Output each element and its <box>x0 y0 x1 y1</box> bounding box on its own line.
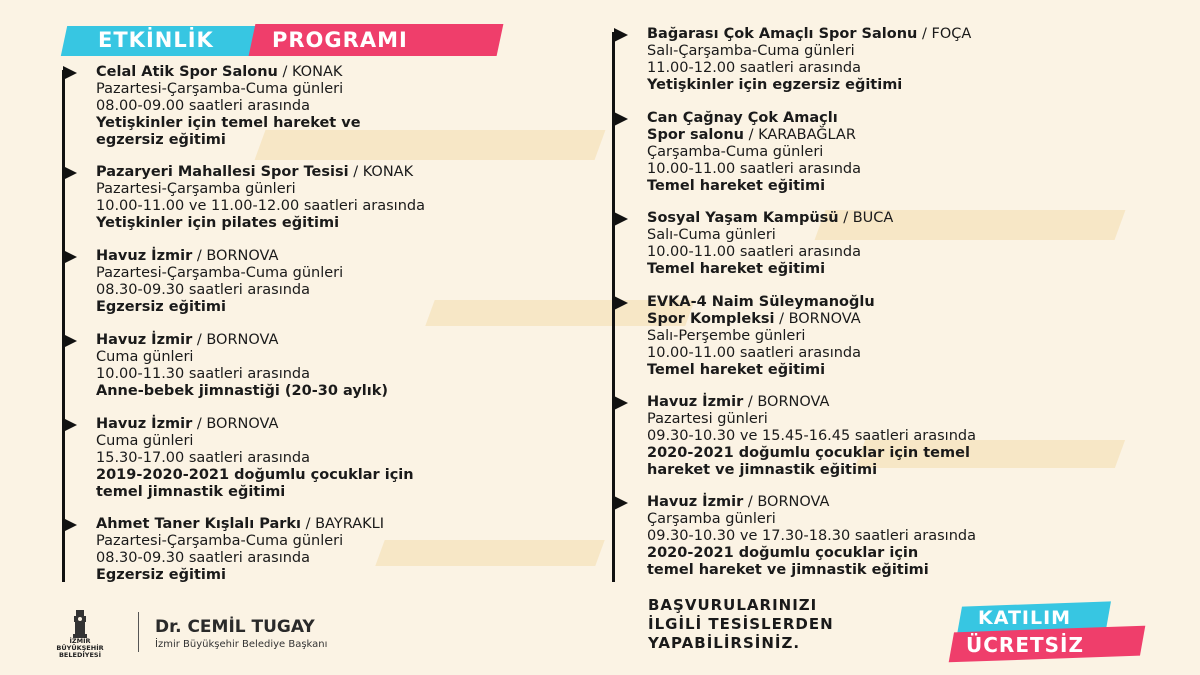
left-timeline <box>62 70 65 582</box>
schedule-hours: 08.30-09.30 saatleri arasında <box>96 282 311 298</box>
schedule-hours: 15.30-17.00 saatleri arasında <box>96 450 311 466</box>
district-name: / BORNOVA <box>192 416 279 432</box>
entry-title-line <box>647 26 971 43</box>
footer-divider <box>138 612 139 652</box>
district-name: / BORNOVA <box>743 394 830 410</box>
activity-name: Temel hareket eğitimi <box>647 178 826 194</box>
schedule-hours: 09.30-10.30 ve 15.45-16.45 saatleri arasında <box>647 428 976 444</box>
venue-name: Pazaryeri Mahallesi Spor Tesisi <box>96 164 349 180</box>
activity-name: temel jimnastik eğitimi <box>96 484 286 500</box>
venue-name: Havuz İzmir <box>647 494 744 510</box>
schedule-entry <box>96 64 361 149</box>
entry-title-line <box>647 311 875 328</box>
flag-icon <box>63 250 77 264</box>
schedule-days: Pazartesi-Çarşamba-Cuma günleri <box>96 265 344 281</box>
schedule-entry <box>96 332 388 400</box>
schedule-days: Cuma günleri <box>96 433 194 449</box>
venue-name: Ahmet Taner Kışlalı Parkı <box>96 516 301 532</box>
schedule-hours: 09.30-10.30 ve 17.30-18.30 saatleri arasında <box>647 528 976 544</box>
schedule-days: Salı-Çarşamba-Cuma günleri <box>647 43 855 59</box>
entry-title-line <box>647 210 893 227</box>
venue-name: Havuz İzmir <box>96 248 193 264</box>
schedule-entry <box>647 110 861 195</box>
district-name: / BORNOVA <box>192 332 279 348</box>
flag-icon <box>614 112 628 126</box>
schedule-hours: 10.00-11.00 saatleri arasında <box>647 244 862 260</box>
entry-title-line <box>647 394 976 411</box>
schedule-days: Çarşamba günleri <box>647 511 776 527</box>
schedule-days: Pazartesi-Çarşamba-Cuma günleri <box>96 81 344 97</box>
badge-line2: ÜCRETSİZ <box>966 633 1084 657</box>
schedule-days: Pazartesi-Çarşamba günleri <box>96 181 296 197</box>
entry-title-line <box>96 164 425 181</box>
mayor-signature <box>155 617 327 650</box>
schedule-entry <box>96 248 343 316</box>
izmir-municipality-logo <box>40 608 120 658</box>
schedule-days: Pazartesi günleri <box>647 411 768 427</box>
district-name: / KONAK <box>277 64 343 80</box>
activity-name: Anne-bebek jimnastiği (20-30 aylık) <box>96 383 388 399</box>
venue-name: Celal Atik Spor Salonu <box>96 64 278 80</box>
venue-name: Havuz İzmir <box>647 394 744 410</box>
flag-icon <box>614 212 628 226</box>
venue-name: Bağarası Çok Amaçlı Spor Salonu <box>647 26 918 42</box>
schedule-entry <box>96 516 384 584</box>
venue-name-cont: Spor salonu <box>647 127 744 143</box>
schedule-hours: 10.00-11.30 saatleri arasında <box>96 366 311 382</box>
activity-name: 2020-2021 doğumlu çocuklar için <box>647 545 919 561</box>
district-name: / BAYRAKLI <box>301 516 384 532</box>
schedule-entry <box>647 394 976 479</box>
venue-name: Havuz İzmir <box>96 332 193 348</box>
venue-name: EVKA-4 Naim Süleymanoğlu <box>647 294 875 310</box>
schedule-entry <box>647 494 976 579</box>
entry-title-line <box>647 127 861 144</box>
schedule-entry <box>96 416 414 501</box>
district-name: / BORNOVA <box>192 248 279 264</box>
activity-name: Yetişkinler için temel hareket ve <box>96 115 361 131</box>
schedule-hours: 08.00-09.00 saatleri arasında <box>96 98 311 114</box>
apply-note-line: İLGİLİ TESİSLERDEN <box>648 615 834 633</box>
logo-text-line: BÜYÜKŞEHİR <box>56 644 104 652</box>
schedule-entry <box>647 26 971 94</box>
venue-name: Can Çağnay Çok Amaçlı <box>647 110 838 126</box>
district-name: / BORNOVA <box>774 311 861 327</box>
schedule-days: Salı-Cuma günleri <box>647 227 776 243</box>
mayor-title: İzmir Büyükşehir Belediye Başkanı <box>155 639 328 650</box>
entry-title-line <box>96 332 388 349</box>
schedule-hours: 11.00-12.00 saatleri arasında <box>647 60 862 76</box>
schedule-days: Çarşamba-Cuma günleri <box>647 144 824 160</box>
apply-note-line: BAŞVURULARINIZI <box>648 596 818 614</box>
activity-name: hareket ve jimnastik eğitimi <box>647 462 878 478</box>
entry-title-line <box>96 416 414 433</box>
entry-title-line <box>647 294 875 311</box>
flag-icon <box>63 66 77 80</box>
flag-icon <box>63 334 77 348</box>
activity-name: Yetişkinler için pilates eğitimi <box>96 215 340 231</box>
schedule-days: Cuma günleri <box>96 349 194 365</box>
header-title-part2: PROGRAMI <box>272 28 408 52</box>
activity-name: Egzersiz eğitimi <box>96 567 226 583</box>
schedule-hours: 10.00-11.00 saatleri arasında <box>647 161 862 177</box>
flag-icon <box>614 296 628 310</box>
flag-icon <box>614 496 628 510</box>
flag-icon <box>63 166 77 180</box>
header-title-part1: ETKİNLİK <box>98 28 214 52</box>
flag-icon <box>614 28 628 42</box>
schedule-hours: 10.00-11.00 ve 11.00-12.00 saatleri arasında <box>96 198 425 214</box>
schedule-days: Salı-Perşembe günleri <box>647 328 806 344</box>
badge-line1: KATILIM <box>978 607 1072 629</box>
activity-name: Yetişkinler için egzersiz eğitimi <box>647 77 903 93</box>
venue-name: Havuz İzmir <box>96 416 193 432</box>
flag-icon <box>614 396 628 410</box>
schedule-days: Pazartesi-Çarşamba-Cuma günleri <box>96 533 344 549</box>
activity-name: Temel hareket eğitimi <box>647 261 826 277</box>
mayor-name: Dr. CEMİL TUGAY <box>155 617 315 637</box>
district-name: / KONAK <box>348 164 414 180</box>
venue-name: Sosyal Yaşam Kampüsü <box>647 210 839 226</box>
background-stripe <box>375 540 604 566</box>
activity-name: 2019-2020-2021 doğumlu çocuklar için <box>96 467 414 483</box>
district-name: / BUCA <box>838 210 894 226</box>
flag-icon <box>63 418 77 432</box>
logo-text-line: İZMİR <box>69 637 91 645</box>
entry-title-line <box>96 64 361 81</box>
activity-name: temel hareket ve jimnastik eğitimi <box>647 562 929 578</box>
entry-title-line <box>96 516 384 533</box>
district-name: / KARABAĞLAR <box>743 127 856 143</box>
district-name: / BORNOVA <box>743 494 830 510</box>
activity-name: Egzersiz eğitimi <box>96 299 226 315</box>
flag-icon <box>63 518 77 532</box>
district-name: / FOÇA <box>917 26 972 42</box>
activity-name: 2020-2021 doğumlu çocuklar için temel <box>647 445 970 461</box>
activity-name: egzersiz eğitimi <box>96 132 226 148</box>
logo-text-line: BELEDİYESİ <box>58 651 102 659</box>
schedule-hours: 10.00-11.00 saatleri arasında <box>647 345 862 361</box>
activity-name: Temel hareket eğitimi <box>647 362 826 378</box>
entry-title-line <box>647 110 861 127</box>
schedule-entry <box>647 294 875 379</box>
apply-note-line: YAPABİLİRSİNİZ. <box>648 634 801 652</box>
apply-note <box>648 596 834 653</box>
venue-name-cont: Spor Kompleksi <box>647 311 775 327</box>
entry-title-line <box>96 248 343 265</box>
schedule-hours: 08.30-09.30 saatleri arasında <box>96 550 311 566</box>
schedule-entry <box>647 210 893 278</box>
entry-title-line <box>647 494 976 511</box>
schedule-entry <box>96 164 425 232</box>
